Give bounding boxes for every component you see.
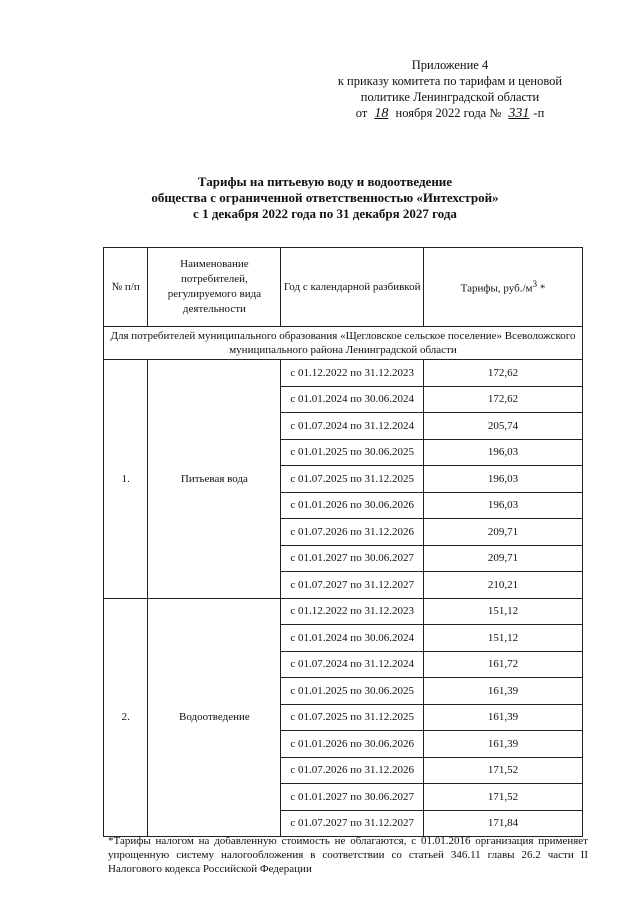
tariff-cell: 209,71 (423, 519, 582, 546)
tariff-cell: 161,39 (423, 678, 582, 705)
section-num: 2. (104, 598, 148, 837)
period-cell: с 01.01.2026 по 30.06.2026 (281, 731, 424, 758)
period-cell: с 01.01.2027 по 30.06.2027 (281, 545, 424, 572)
table-row (104, 360, 583, 387)
tariff-cell: 151,12 (423, 598, 582, 625)
tariff-cell: 209,71 (423, 545, 582, 572)
period-cell: с 01.07.2026 по 31.12.2026 (281, 757, 424, 784)
section-name: Водоотведение (148, 598, 281, 837)
title-line-2: общества с ограниченной ответственностью «Интехстрой» (151, 190, 499, 205)
section-num: 1. (104, 360, 148, 599)
tariff-cell: 196,03 (423, 439, 582, 466)
header-num: № п/п (104, 248, 148, 327)
header-tariff-text: Тарифы, руб./м (460, 282, 533, 295)
period-cell: с 01.01.2024 по 30.06.2024 (281, 625, 424, 652)
tariff-cell: 161,72 (423, 651, 582, 678)
appendix-order-line: к приказу комитета по тарифам и ценовой (337, 74, 563, 88)
header-tariff-sup: 3 (532, 279, 538, 290)
period-cell: с 01.07.2024 по 31.12.2024 (281, 413, 424, 440)
order-number: 331 (508, 106, 530, 121)
date-month-year: ноября 2022 года № (395, 106, 502, 120)
tariff-cell: 210,21 (423, 572, 582, 599)
document-title (60, 174, 590, 222)
appendix-title: Приложение 4 (411, 58, 489, 72)
footnote: *Тарифы налогом на добавленную стоимость не облагаются, с 01.01.2016 организация применяет упрощенную систему налогообложения в соответствии со статьей 346.11 главы 26.2 части II Налогового кодекса Российской Федерации (108, 835, 588, 875)
period-cell: с 01.01.2024 по 30.06.2024 (281, 386, 424, 413)
period-cell: с 01.01.2025 по 30.06.2025 (281, 439, 424, 466)
tariff-cell: 196,03 (423, 492, 582, 519)
appendix-date-line (315, 105, 585, 122)
group-row (104, 327, 583, 360)
period-cell: с 01.07.2027 по 31.12.2027 (281, 572, 424, 599)
group-title: Для потребителей муниципального образования «Щегловское сельское поселение» Всеволожского муниципального района Ленинградской области (104, 327, 583, 360)
period-cell: с 01.07.2024 по 31.12.2024 (281, 651, 424, 678)
period-cell: с 01.12.2022 по 31.12.2023 (281, 360, 424, 387)
tariff-table (103, 247, 583, 837)
period-cell: с 01.01.2025 по 30.06.2025 (281, 678, 424, 705)
date-day: 18 (374, 106, 389, 121)
tariff-cell: 196,03 (423, 466, 582, 493)
date-prefix: от (355, 106, 368, 120)
period-cell: с 01.12.2022 по 31.12.2023 (281, 598, 424, 625)
period-cell: с 01.01.2026 по 30.06.2026 (281, 492, 424, 519)
header-name: Наименование потребителей, регулируемого вида деятельности (148, 248, 281, 327)
appendix-committee-line: политике Ленинградской области (360, 90, 540, 104)
tariff-cell: 151,12 (423, 625, 582, 652)
period-cell: с 01.07.2025 по 31.12.2025 (281, 704, 424, 731)
tariff-cell: 172,62 (423, 360, 582, 387)
period-cell: с 01.07.2026 по 31.12.2026 (281, 519, 424, 546)
tariff-cell: 161,39 (423, 731, 582, 758)
table-row (104, 598, 583, 625)
tariff-cell: 205,74 (423, 413, 582, 440)
tariff-cell: 161,39 (423, 704, 582, 731)
table-header-row (104, 248, 583, 327)
header-period: Год с календарной разбивкой (281, 248, 424, 327)
period-cell: с 01.07.2027 по 31.12.2027 (281, 810, 424, 837)
period-cell: с 01.07.2025 по 31.12.2025 (281, 466, 424, 493)
header-tariff (423, 248, 582, 327)
order-suffix: -п (533, 106, 545, 120)
title-line-3: с 1 декабря 2022 года по 31 декабря 2027 года (193, 206, 457, 221)
tariff-cell: 171,84 (423, 810, 582, 837)
tariff-cell: 171,52 (423, 784, 582, 811)
title-line-1: Тарифы на питьевую воду и водоотведение (197, 174, 453, 189)
appendix-header (315, 57, 585, 122)
tariff-cell: 172,62 (423, 386, 582, 413)
section-name: Питьевая вода (148, 360, 281, 599)
header-tariff-star: * (537, 282, 546, 295)
period-cell: с 01.01.2027 по 30.06.2027 (281, 784, 424, 811)
tariff-cell: 171,52 (423, 757, 582, 784)
